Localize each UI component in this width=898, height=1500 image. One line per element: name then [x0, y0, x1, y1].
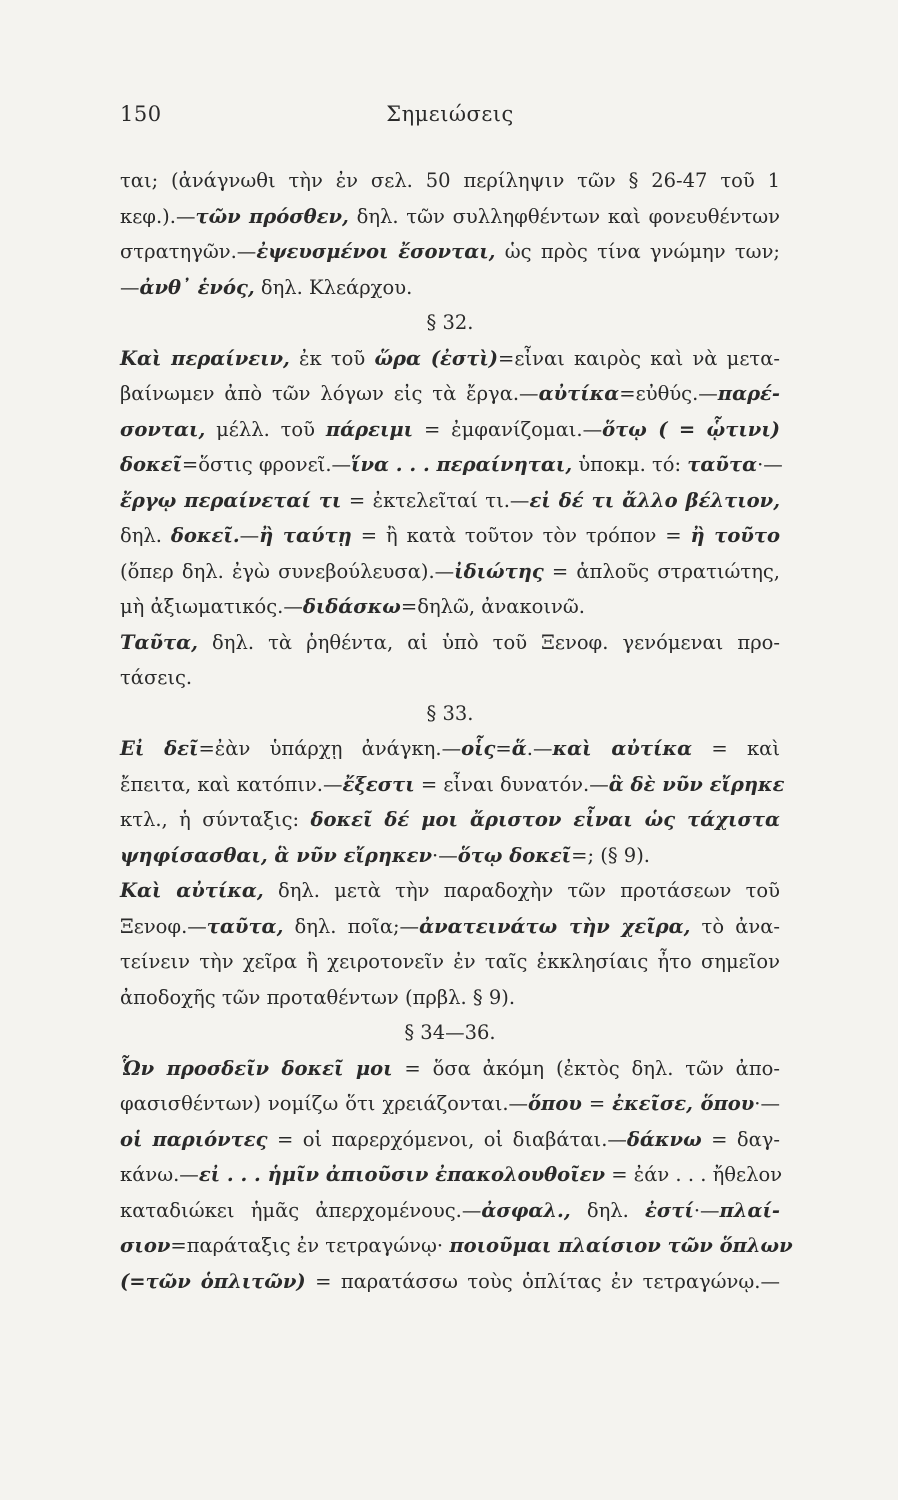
- gloss-text: δηλ. μετὰ τὴν παραδοχὴν τῶν προτάσεων τοῦ: [263, 879, 780, 902]
- gloss-text: ὡς πρὸς τίνα γνώμην των;: [495, 240, 780, 263]
- lemma-text: καὶ αὐτίκα: [552, 737, 693, 760]
- gloss-text: καταδιώκει ἡμᾶς ἀπερχομένους.—: [120, 1198, 482, 1222]
- text-line: [120, 731, 780, 767]
- gloss-text: δηλ. Κλεάρχου.: [254, 275, 413, 299]
- text-line: [120, 1051, 780, 1087]
- text-line: [120, 1122, 780, 1158]
- lemma-text: ταῦτα,: [206, 914, 284, 938]
- lemma-text: ἀσφαλ.,: [481, 1198, 571, 1222]
- lemma-text: δοκεῖ.: [170, 524, 240, 547]
- text-line: [120, 660, 780, 696]
- lemma-text: ἀνατεινάτω τὴν χεῖρα,: [419, 914, 691, 938]
- gloss-text: μέλλ. τοῦ: [205, 417, 326, 441]
- section-heading: § 32.: [426, 311, 474, 334]
- lemma-text: Ὧν προσδεῖν δοκεῖ μοι: [120, 1056, 393, 1080]
- text-line: [120, 1228, 793, 1264]
- lemma-text: ἔξεστι: [342, 772, 415, 796]
- text-line: [120, 554, 780, 590]
- text-line: [120, 341, 780, 377]
- lemma-text: ἵνα . . . περαίνηται,: [351, 453, 573, 476]
- gloss-text: φασισθέντων) νομίζω ὅτι χρειάζονται.—: [120, 1092, 529, 1115]
- lemma-text: Ταῦτα,: [120, 630, 198, 654]
- text-line: [120, 589, 780, 625]
- lemma-text: ταῦτα: [687, 453, 758, 476]
- gloss-text: =εἶναι καιρὸς καὶ νὰ μετα-: [498, 346, 780, 370]
- gloss-text: δηλ. τὰ ῥηθέντα, αἱ ὑπὸ τοῦ Ξενοφ. γενόμεναι προ-: [197, 630, 780, 654]
- lemma-text: ἃ δὲ νῦν εἴρηκε: [608, 772, 785, 796]
- gloss-text: δηλ. ποῖα;—: [283, 914, 420, 938]
- lemma-text: δάκνω: [626, 1127, 702, 1151]
- text-line: [120, 1086, 780, 1122]
- gloss-text: δηλ.: [120, 524, 171, 547]
- text-line: [120, 802, 780, 838]
- gloss-text: = ἐκτελεῖταί τι.—: [341, 488, 530, 512]
- gloss-text: = παρατάσσω τοὺς ὁπλίτας ἐν τετραγώνῳ.—: [305, 1269, 780, 1293]
- lemma-text: ὅπου: [528, 1092, 582, 1115]
- lemma-text: ἅ: [511, 737, 527, 760]
- gloss-text: ὑποκμ. τό:: [572, 453, 688, 476]
- gloss-text: =: [495, 737, 512, 760]
- gloss-text: ·—: [432, 843, 458, 867]
- lemma-text: δοκεῖ: [120, 453, 182, 476]
- text-line: [120, 873, 780, 909]
- gloss-text: =; (§ 9).: [571, 843, 651, 867]
- gloss-text: δηλ. τῶν συλληφθέντων καὶ φονευθέντων: [348, 204, 781, 228]
- lemma-text: ὅτῳ δοκεῖ: [457, 843, 572, 867]
- gloss-text: τὸ ἀνα-: [690, 914, 780, 938]
- lemma-text: ὥρα (ἐστὶ): [374, 346, 498, 370]
- lemma-text: εἰ δέ τι ἄλλο βέλτιον,: [529, 488, 780, 512]
- gloss-text: = οἱ παρερχόμενοι, οἱ διαβάται.—: [267, 1127, 627, 1151]
- text-line: [120, 199, 780, 235]
- text-line: [120, 909, 780, 945]
- gloss-text: ·—: [754, 1092, 780, 1115]
- running-head: [120, 102, 780, 132]
- gloss-text: δηλ.: [570, 1198, 646, 1222]
- lemma-text: ἀνθ᾽ ἑνός,: [139, 275, 255, 299]
- lemma-text: σονται,: [120, 417, 206, 441]
- text-line: [120, 944, 780, 980]
- text-line: [120, 838, 780, 874]
- lemma-text: διδάσκω: [302, 595, 401, 618]
- lemma-text: ἐψευσμένοι ἔσονται,: [256, 240, 496, 263]
- section-heading: § 33.: [426, 701, 474, 725]
- lemma-text: Εἰ δεῖ: [120, 737, 199, 760]
- lemma-text: ἐκεῖσε, ὅπου: [612, 1092, 755, 1115]
- gloss-text: τείνειν τὴν χεῖρα ἢ χειροτονεῖν ἐν ταῖς ἐκκλησίαις ἦτο σημεῖον: [120, 950, 780, 973]
- gloss-text: ·—: [693, 1198, 720, 1222]
- lemma-text: ποιοῦμαι πλαίσιον τῶν ὅπλων: [449, 1234, 793, 1257]
- lemma-text: (=τῶν ὁπλιτῶν): [120, 1269, 306, 1293]
- gloss-text: ἔπειτα, καὶ κατόπιν.—: [120, 772, 343, 796]
- section-heading: § 34—36.: [404, 1021, 496, 1044]
- gloss-text: = καὶ: [692, 737, 780, 760]
- text-line: [120, 767, 785, 803]
- lemma-text: σιον: [120, 1234, 171, 1257]
- gloss-text: μὴ ἀξιωματικός.—: [120, 595, 303, 618]
- lemma-text: τῶν πρόσθεν,: [195, 204, 349, 228]
- gloss-text: = ὅσα ἀκόμη (ἐκτὸς δηλ. τῶν ἀπο-: [392, 1056, 780, 1080]
- lemma-text: πάρειμι: [325, 417, 414, 441]
- text-line: [120, 270, 780, 306]
- lemma-text: αὐτίκα: [538, 382, 620, 405]
- text-line: [120, 1157, 783, 1193]
- text-line: [120, 518, 780, 554]
- gloss-text: τάσεις.: [120, 666, 193, 689]
- gloss-text: =δηλῶ, ἀνακοινῶ.: [400, 595, 585, 618]
- gloss-text: = εἶναι δυνατόν.—: [414, 772, 609, 796]
- lemma-text: οἱ παριόντες: [120, 1127, 268, 1151]
- gloss-text: .—: [526, 737, 553, 760]
- gloss-text: = ἢ κατὰ τοῦτον τὸν τρόπον =: [351, 524, 691, 547]
- lemma-text: πλαί-: [719, 1198, 780, 1222]
- lemma-text: εἰ . . . ἡμῖν ἀπιοῦσιν ἐπακολουθοῖεν: [198, 1163, 606, 1186]
- gloss-text: =ἐὰν ὑπάρχῃ ἀνάγκη.—: [198, 737, 462, 760]
- gloss-text: κάνω.—: [120, 1163, 199, 1186]
- gloss-text: = ἁπλοῦς στρατιώτης,: [543, 559, 780, 583]
- lemma-text: οἷς: [461, 737, 496, 760]
- text-line: [120, 412, 780, 448]
- gloss-text: =ὅστις φρονεῖ.—: [181, 453, 352, 476]
- commentary-text: [120, 163, 793, 1299]
- text-line: [120, 447, 783, 483]
- gloss-text: = δαγ-: [701, 1127, 780, 1151]
- gloss-text: = ἐμφανίζομαι.—: [413, 417, 603, 441]
- gloss-text: ·—: [757, 453, 783, 476]
- lemma-text: ἰδιώτης: [454, 559, 544, 583]
- lemma-text: ἢ ταύτῃ: [259, 524, 352, 547]
- gloss-text: = ἐάν . . . ἤθελον: [605, 1163, 783, 1186]
- text-line: [120, 625, 780, 661]
- lemma-text: ἐστί: [645, 1198, 694, 1222]
- gloss-text: ἀποδοχῆς τῶν προταθέντων (πρβλ. § 9).: [120, 985, 516, 1009]
- gloss-text: —: [239, 524, 260, 547]
- gloss-text: βαίνωμεν ἀπὸ τῶν λόγων εἰς τὰ ἔργα.—: [120, 382, 539, 405]
- text-line: [120, 980, 780, 1016]
- lemma-text: δοκεῖ δέ μοι ἄριστον εἶναι ὡς τάχιστα: [310, 808, 780, 831]
- text-line: [120, 1264, 780, 1300]
- text-line: [120, 376, 780, 412]
- lemma-text: ἔργῳ περαίνεταί τι: [120, 488, 342, 512]
- page-number: 150: [120, 102, 162, 126]
- gloss-text: =εὐθύς.—: [619, 382, 718, 405]
- gloss-text: κτλ., ἡ σύνταξις:: [120, 808, 311, 831]
- text-line: [120, 234, 780, 270]
- gloss-text: —: [120, 275, 140, 299]
- running-title: Σημειώσεις: [386, 102, 514, 126]
- text-line: [120, 483, 780, 519]
- gloss-text: =παράταξις ἐν τετραγώνῳ·: [170, 1234, 450, 1257]
- gloss-text: (ὅπερ δηλ. ἐγὼ συνεβούλευσα).—: [120, 559, 455, 583]
- gloss-text: κεφ.).—: [120, 204, 196, 228]
- lemma-text: Καὶ αὐτίκα,: [120, 879, 264, 902]
- lemma-text: ὅτῳ ( = ᾧτινι): [602, 417, 780, 441]
- lemma-text: ἢ τοῦτο: [690, 524, 781, 547]
- lemma-text: ψηφίσασθαι, ἃ νῦν εἴρηκεν: [120, 843, 433, 867]
- lemma-text: παρέ-: [717, 382, 780, 405]
- lemma-text: Καὶ περαίνειν,: [120, 346, 290, 370]
- gloss-text: Ξενοφ.—: [120, 914, 207, 938]
- gloss-text: =: [581, 1092, 613, 1115]
- text-line: [120, 163, 780, 199]
- text-line: [120, 1193, 780, 1229]
- gloss-text: ἐκ τοῦ: [289, 346, 375, 370]
- gloss-text: στρατηγῶν.—: [120, 240, 257, 263]
- gloss-text: ται; (ἀνάγνωθι τὴν ἐν σελ. 50 περίληψιν τῶν § 26-47 τοῦ 1: [120, 169, 780, 192]
